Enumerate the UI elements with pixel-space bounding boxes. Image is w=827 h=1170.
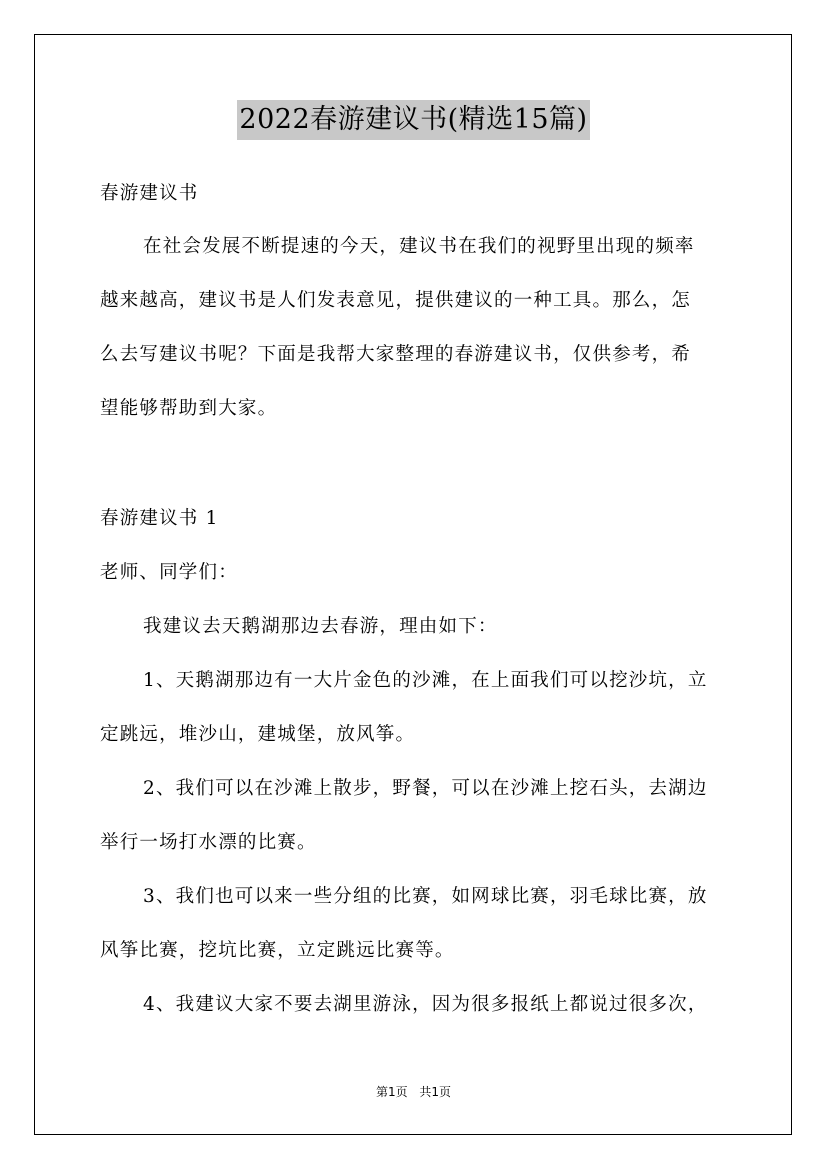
- section-title: 春游建议书 1: [100, 508, 219, 529]
- page-number: 第1页: [375, 1085, 408, 1099]
- item-2-line-1: 2、我们可以在沙滩上散步，野餐，可以在沙滩上挖石头，去湖边: [143, 778, 708, 799]
- intro-line-4: 望能够帮助到大家。: [100, 398, 278, 419]
- intro-line-1: 在社会发展不断提速的今天，建议书在我们的视野里出现的频率: [143, 236, 695, 257]
- salutation: 老师、同学们：: [100, 562, 238, 583]
- document-heading: 春游建议书: [100, 183, 199, 204]
- item-4-line-1: 4、我建议大家不要去湖里游泳，因为很多报纸上都说过很多次，: [143, 994, 708, 1015]
- lead-paragraph: 我建议去天鹅湖那边去春游，理由如下：: [143, 616, 498, 637]
- intro-line-3: 么去写建议书呢？下面是我帮大家整理的春游建议书，仅供参考，希: [100, 344, 692, 365]
- document-title: 2022春游建议书(精选15篇): [237, 100, 589, 140]
- item-1-line-2: 定跳远，堆沙山，建城堡，放风筝。: [100, 724, 416, 745]
- page-total: 共1页: [419, 1085, 452, 1099]
- page-footer: [0, 1084, 827, 1100]
- item-3-line-1: 3、我们也可以来一些分组的比赛，如网球比赛，羽毛球比赛，放: [143, 886, 708, 907]
- item-1-line-1: 1、天鹅湖那边有一大片金色的沙滩，在上面我们可以挖沙坑，立: [143, 670, 708, 691]
- title-container: [0, 100, 827, 140]
- item-3-line-2: 风筝比赛，挖坑比赛，立定跳远比赛等。: [100, 940, 455, 961]
- item-2-line-2: 举行一场打水漂的比赛。: [100, 832, 317, 853]
- intro-line-2: 越来越高，建议书是人们发表意见，提供建议的一种工具。那么，怎: [100, 290, 692, 311]
